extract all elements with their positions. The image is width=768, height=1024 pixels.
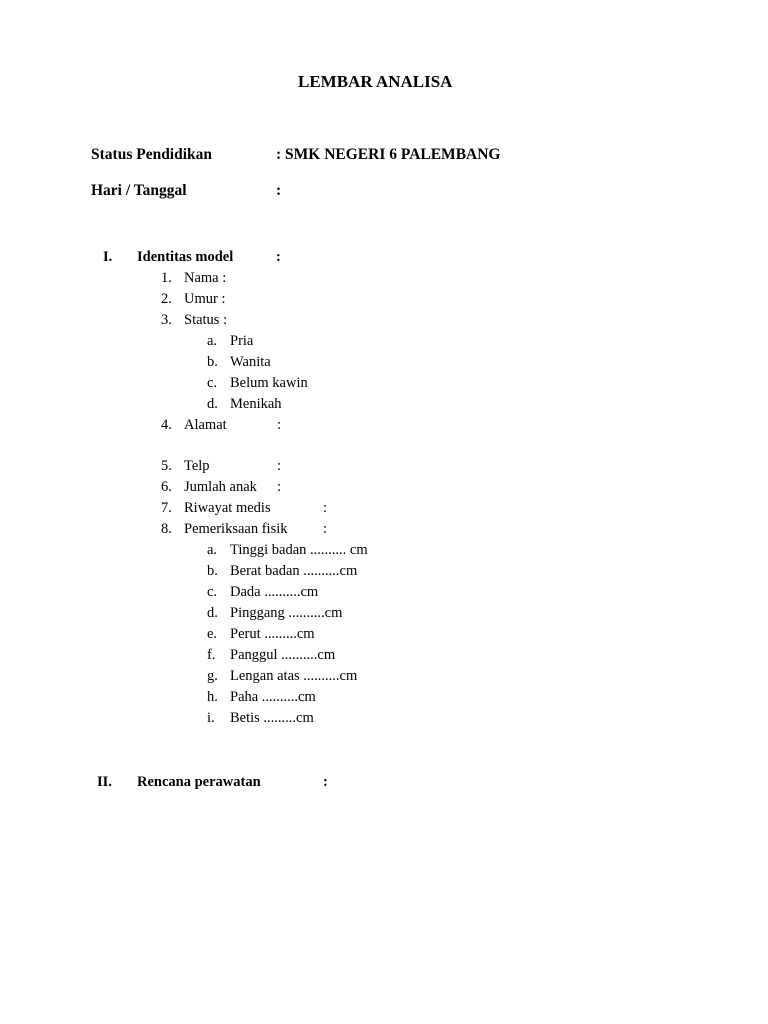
item-pemeriksaan-fisik-colon: :	[323, 521, 328, 537]
item-number: 3.	[161, 312, 172, 328]
subitem-letter: i.	[207, 710, 215, 726]
item-pemeriksaan-fisik: Pemeriksaan fisik	[184, 521, 288, 537]
subitem-panggul: Panggul ..........cm	[230, 647, 336, 663]
subitem-letter: d.	[207, 396, 218, 412]
item-number: 8.	[161, 521, 172, 537]
subitem-letter: c.	[207, 375, 218, 391]
item-number: 4.	[161, 417, 172, 433]
subitem-lengan-atas: Lengan atas ..........cm	[230, 668, 358, 684]
subitem-letter: a.	[207, 333, 218, 349]
subitem-pinggang: Pinggang ..........cm	[230, 605, 343, 621]
status-pendidikan-label: Status Pendidikan	[91, 146, 213, 163]
subitem-perut: Perut .........cm	[230, 626, 315, 642]
item-riwayat-medis-colon: :	[323, 500, 328, 516]
subitem-letter: c.	[207, 584, 218, 600]
subitem-paha: Paha ..........cm	[230, 689, 316, 705]
item-number: 2.	[161, 291, 172, 307]
subitem-letter: a.	[207, 542, 218, 558]
status-pendidikan-value: : SMK NEGERI 6 PALEMBANG	[276, 146, 501, 163]
subitem-letter: g.	[207, 668, 218, 684]
hari-tanggal-value: :	[276, 182, 282, 199]
item-status: Status :	[184, 312, 228, 328]
subitem-pria: Pria	[230, 333, 254, 349]
page-title: LEMBAR ANALISA	[298, 72, 453, 91]
subitem-letter: b.	[207, 563, 218, 579]
item-alamat-colon: :	[277, 417, 282, 433]
subitem-letter: b.	[207, 354, 218, 370]
item-number: 6.	[161, 479, 172, 495]
section-2-numeral: II.	[97, 774, 112, 790]
subitem-belum-kawin: Belum kawin	[230, 375, 308, 391]
item-number: 7.	[161, 500, 172, 516]
item-jumlah-anak-colon: :	[277, 479, 282, 495]
subitem-betis: Betis .........cm	[230, 710, 314, 726]
subitem-menikah: Menikah	[230, 396, 282, 412]
item-riwayat-medis: Riwayat medis	[184, 500, 271, 516]
item-number: 1.	[161, 270, 172, 286]
subitem-letter: f.	[207, 647, 216, 663]
item-telp: Telp	[184, 458, 210, 474]
item-nama: Nama :	[184, 270, 227, 286]
subitem-letter: d.	[207, 605, 218, 621]
item-jumlah-anak: Jumlah anak	[184, 479, 257, 495]
section-1-label: Identitas model	[137, 249, 234, 265]
item-umur: Umur :	[184, 291, 226, 307]
subitem-dada: Dada ..........cm	[230, 584, 319, 600]
subitem-wanita: Wanita	[230, 354, 271, 370]
subitem-tinggi-badan: Tinggi badan .......... cm	[230, 542, 368, 558]
subitem-letter: e.	[207, 626, 218, 642]
section-1-numeral: I.	[103, 249, 113, 265]
item-number: 5.	[161, 458, 172, 474]
section-1-colon: :	[276, 249, 281, 265]
subitem-letter: h.	[207, 689, 218, 705]
section-2-colon: :	[323, 774, 328, 790]
hari-tanggal-label: Hari / Tanggal	[91, 182, 187, 199]
item-telp-colon: :	[277, 458, 282, 474]
item-alamat: Alamat	[184, 417, 227, 433]
subitem-berat-badan: Berat badan ..........cm	[230, 563, 358, 579]
section-2-label: Rencana perawatan	[137, 774, 261, 790]
